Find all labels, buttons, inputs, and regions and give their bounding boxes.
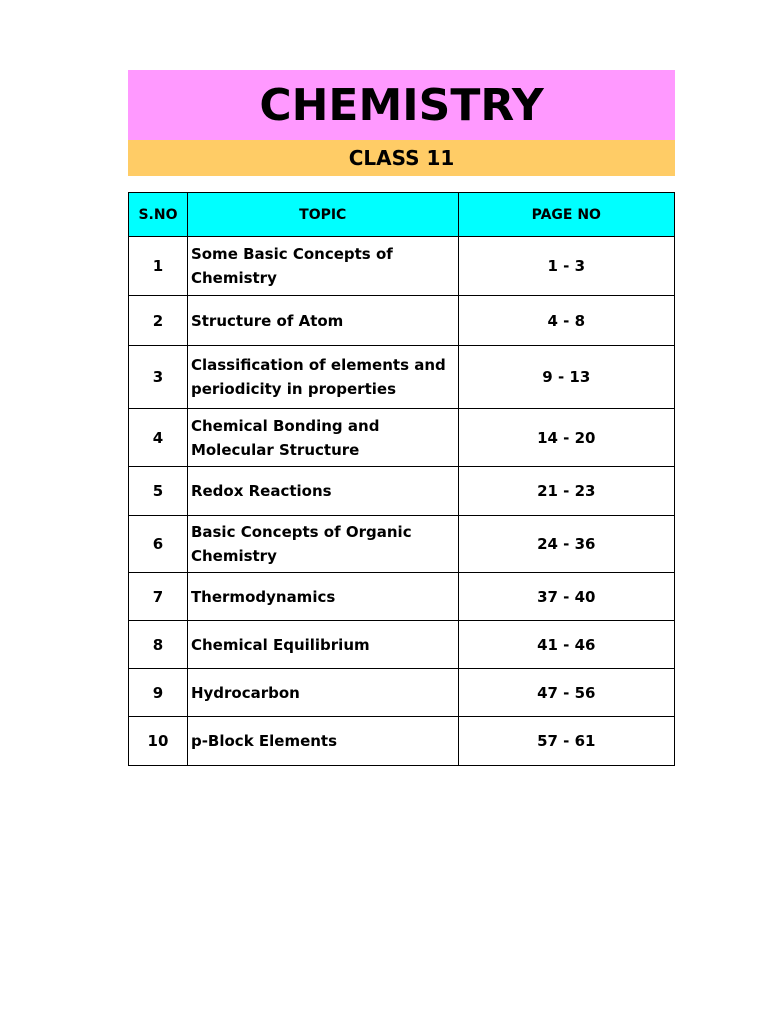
page-subtitle: CLASS 11 [348, 146, 455, 170]
row-sno: 5 [129, 467, 188, 516]
contents-table [128, 192, 675, 766]
column-header-page: PAGE NO [458, 193, 674, 237]
row-sno: 8 [129, 621, 188, 669]
row-pages: 24 - 36 [458, 516, 674, 573]
row-sno: 6 [129, 516, 188, 573]
row-pages: 37 - 40 [458, 573, 674, 621]
column-header-topic: TOPIC [187, 193, 458, 237]
table-row [129, 573, 675, 621]
row-sno: 1 [129, 237, 188, 296]
table-row [129, 669, 675, 717]
row-topic: Chemical Equilibrium [187, 621, 458, 669]
table-row [129, 237, 675, 296]
column-header-sno: S.NO [129, 193, 188, 237]
table-row [129, 516, 675, 573]
row-pages: 1 - 3 [458, 237, 674, 296]
row-pages: 14 - 20 [458, 409, 674, 467]
row-sno: 2 [129, 296, 188, 346]
row-pages: 47 - 56 [458, 669, 674, 717]
row-sno: 4 [129, 409, 188, 467]
row-topic: p-Block Elements [187, 717, 458, 766]
table-header-row [129, 193, 675, 237]
table-row [129, 621, 675, 669]
table-row [129, 296, 675, 346]
table-row [129, 346, 675, 409]
table-row [129, 467, 675, 516]
row-topic: Chemical Bonding and Molecular Structure [187, 409, 458, 467]
row-sno: 9 [129, 669, 188, 717]
row-topic: Structure of Atom [187, 296, 458, 346]
subtitle-banner [128, 140, 675, 176]
table-row [129, 717, 675, 766]
row-topic: Classification of elements and periodicity in properties [187, 346, 458, 409]
table-row [129, 409, 675, 467]
row-pages: 9 - 13 [458, 346, 674, 409]
row-sno: 10 [129, 717, 188, 766]
row-topic: Basic Concepts of Organic Chemistry [187, 516, 458, 573]
row-sno: 3 [129, 346, 188, 409]
row-topic: Hydrocarbon [187, 669, 458, 717]
row-topic: Thermodynamics [187, 573, 458, 621]
row-sno: 7 [129, 573, 188, 621]
row-pages: 4 - 8 [458, 296, 674, 346]
row-pages: 21 - 23 [458, 467, 674, 516]
row-pages: 41 - 46 [458, 621, 674, 669]
row-topic: Some Basic Concepts of Chemistry [187, 237, 458, 296]
row-pages: 57 - 61 [458, 717, 674, 766]
row-topic: Redox Reactions [187, 467, 458, 516]
title-banner [128, 70, 675, 140]
page-title: CHEMISTRY [259, 79, 544, 131]
